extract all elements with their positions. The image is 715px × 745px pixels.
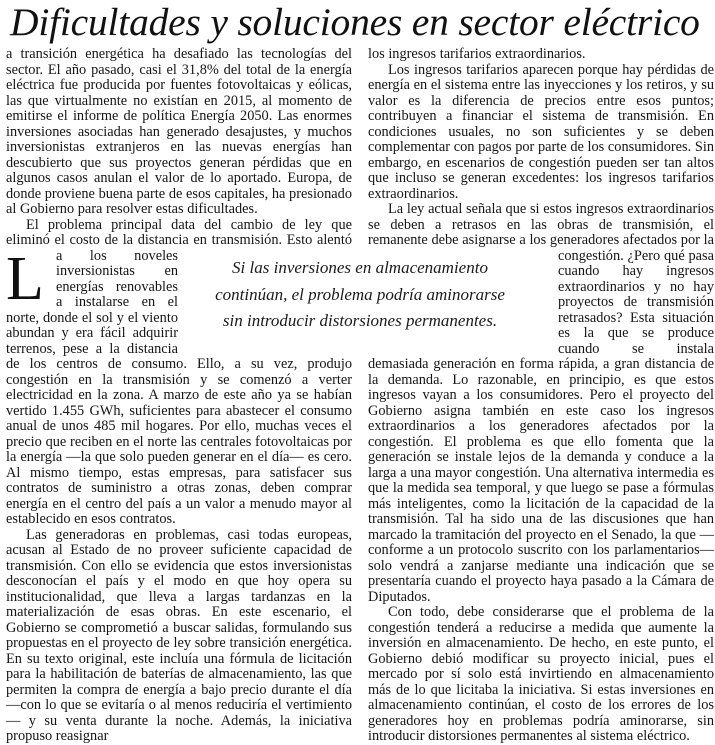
drop-cap: L — [6, 245, 44, 313]
right-paragraph-3: La ley actual señala que si estos ingresos extraordinarios se deben a retrasos en las obras de transmisión, el remanente debe asignarse a los generadores afectados por la congestión. ¿Pero qué pasa cuando hay ingresos extraordinarios y no hay proyectos de transmisión retrasados? Esta situación es la que se produce cuando se instala demasiada generación en forma rápida, a gran distancia de la demanda. Lo razonable, en principio, es que estos ingresos vayan a los consumidores. Pero el proyecto del Gobierno asigna también en este caso los ingresos extraordinarios a los generadores afectados por la congestión. El problema es que ello fomenta que la generación se instale lejos de la demanda y conduce a la larga a una mayor congestión. Una alternativa intermedia es que la medida sea temporal, y que luego se pase a fórmulas más inteligentes, como la licitación de la capacidad de la transmisión. Tal ha sido una de las discusiones que han marcado la tramitación del proyecto en el Senado, la que —conforme a un protocolo suscrito con los parlamentarios— solo vendrá a zanjarse mediante una indicación que se presentaría cuando el proyecto haya pasado a la Cámara de Diputados. — [368, 201, 714, 605]
article-title: Dificultades y soluciones en sector eléctrico — [10, 0, 700, 44]
left-paragraph-3: Las generadoras en problemas, casi todas europeas, acusan al Estado de no proveer suficiente capacidad de transmisión. Con ello se evidencia que estos inversionistas desconocían el país y el modo en que hoy opera su institucionalidad, que lleva a largas tardanzas en la materialización de esas obras. En este escenario, el Gobierno se comprometió a buscar salidas, formulando sus propuestas en el proyecto de ley sobre transición energética. En su texto original, este incluía una fórmula de licitación para la habilitación de baterías de almacenamiento, las que permiten la compra de energía a bajo precio durante el día —con lo que se evitaría o al menos reduciría el vertimiento— y su venta durante la noche. Además, la iniciativa propuso reasignar — [6, 526, 352, 744]
right-paragraph-2: Los ingresos tarifarios aparecen porque hay pérdidas de energía en el sistema entre las inyecciones y los retiros, y su valor es la diferencia de precios entre esos puntos; contribuyen a financiar el sistema de transmisión. En condiciones usuales, no son suficientes y se deben complementar con pagos por parte de los consumidores. Sin embargo, en escenarios de congestión pueden ser tan altos que incluso se generan excedentes: los ingresos tarifarios extraordinarios. — [368, 61, 714, 202]
left-paragraph-2: El problema principal data del cambio de ley que eliminó el costo de la distancia en transmisión. Esto alentó a los noveles inversionistas en energías renovables a instalarse en el norte, donde el sol y el viento abundan y era fácil adquirir terrenos, pese a la distancia de los centros de consumo. Ello, a su vez, produjo congestión en la transmisión y se comenzó a verter electricidad en la zona. A marzo de este año ya se habían vertido 1.455 GWh, suficientes para abastecer el consumo anual de unos 485 mil hogares. Por ello, muchas veces el precio que reciben en el norte las centrales fotovoltaicas por la energía —la que solo pueden generar en el día— es cero. Al mismo tiempo, estas empresas, para satisfacer sus contratos de suministro a otras zonas, deben comprar energía en el centro del país a un valor a menudo mayor al establecido en esos contratos. — [6, 216, 352, 527]
pull-quote: Si las inversiones en almacenamiento continúan, el problema podría aminorarse sin introducir distorsiones permanentes. — [210, 255, 510, 347]
left-paragraph-1: a transición energética ha desafiado las tecnologías del sector. El año pasado, casi el 31,8% del total de la energía eléctrica fue producida por fuentes fotovoltaicas y eólicas, las que virtualmente no existían en 2015, al momento de emitirse el informe de política Energía 2050. Las enormes inversiones asociadas han generado desajustes, y muchos inversionistas extranjeros en las nuevas energías han descubierto que sus proyectos generan pérdidas que en algunos casos anulan el valor de lo aportado. Europa, de donde proviene buena parte de esos capitales, ha presionado al Gobierno para resolver estas dificultades. — [6, 46, 352, 217]
article-column-right — [368, 47, 714, 745]
right-paragraph-1: los ingresos tarifarios extraordinarios. — [368, 46, 586, 62]
right-paragraph-4: Con todo, debe considerarse que el problema de la congestión tenderá a reducirse a medida que aumente la inversión en almacenamiento. De hecho, en este punto, el Gobierno debió modificar su proyecto inicial, pues el mercado por sí solo está invirtiendo en almacenamiento más de lo que licitaba la iniciativa. Si estas inversiones en almacenamiento continúan, el costo de los errores de los generadores hoy en problemas podría aminorarse, sin introducir distorsiones permanentes al sistema eléctrico. — [368, 604, 714, 744]
article-column-left — [6, 47, 352, 745]
